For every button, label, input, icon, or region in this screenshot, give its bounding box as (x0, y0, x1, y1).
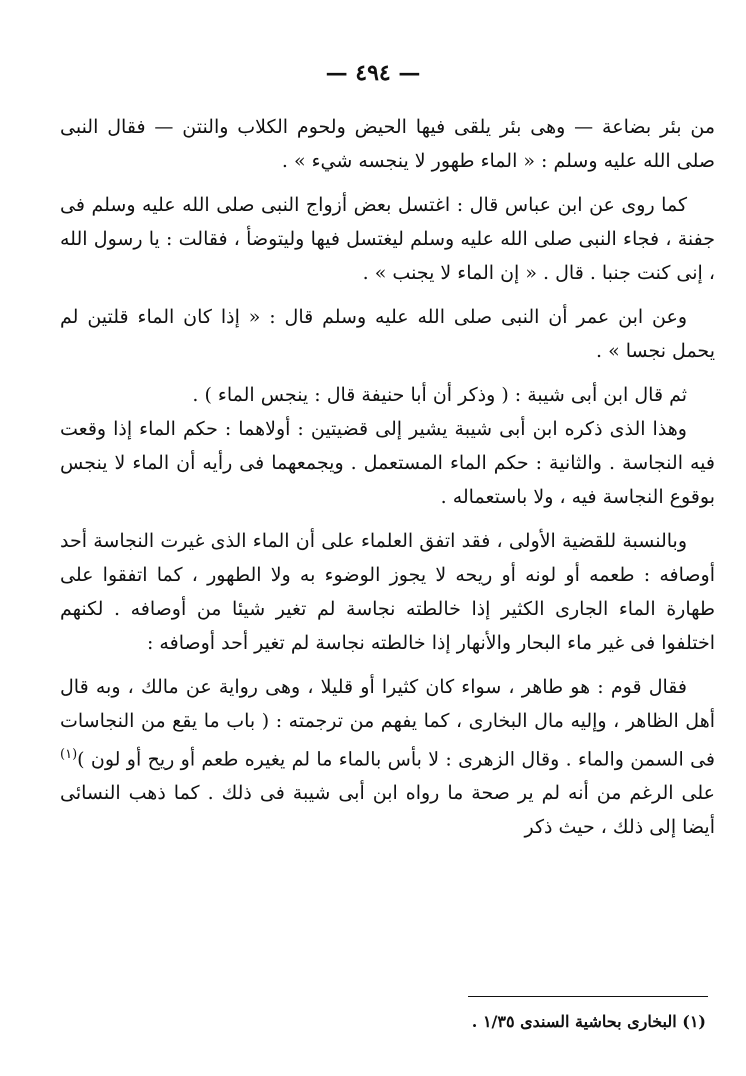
body-text (60, 110, 715, 844)
paragraph-ibn-abbas: كما روى عن ابن عباس قال : اغتسل بعض أزواج النبى صلى الله عليه وسلم فى جفنة ، فجاء النبى صلى الله عليه وسلم ليغتسل فيها وليتوضأ ، فقالت : يا رسول الله ، إنى كنت جنبا . قال . « إن الماء لا يجنب » . (60, 194, 715, 284)
footnote: (١) البخارى بحاشية السندى ١/٣٥ . (471, 1012, 706, 1031)
page-number: — ٤٩٤ — (325, 60, 421, 86)
footnote-divider (468, 996, 708, 997)
footnote-reference-mark: (١) (60, 747, 78, 762)
paragraph-opinions-continuation: على الرغم من أنه لم ير صحة ما رواه ابن أبى شيبة فى ذلك . كما ذهب النسائى أيضا إلى ذلك ، حيث ذكر (60, 782, 715, 839)
paragraph-abu-hanifa: ثم قال ابن أبى شيبة : ( وذكر أن أبا حنيفة قال : ينجس الماء ) . (192, 384, 687, 406)
paragraph-opinions (60, 670, 715, 844)
paragraph-two-issues: وهذا الذى ذكره ابن أبى شيبة يشير إلى قضيتين : أولاهما : حكم الماء إذا وقعت فيه النجاسة . والثانية : حكم الماء المستعمل . ويجمعهما فى رأيه أن الماء لا ينجس بوقوع النجاسة فيه ، ولا باستعماله . (60, 418, 715, 508)
paragraph-ibn-umar: وعن ابن عمر أن النبى صلى الله عليه وسلم قال : « إذا كان الماء قلتين لم يحمل نجسا » . (60, 306, 715, 362)
paragraph-opinions-text: فقال قوم : هو طاهر ، سواء كان كثيرا أو قليلا ، وهى رواية عن مالك ، وبه قال أهل الظاهر ، وإليه مال البخارى ، كما يفهم من ترجمته : ( باب ما يقع من النجاسات فى السمن والماء . وقال الزهرى : لا بأس بالماء ما لم يغيره طعم أو ريح أو لون ) (60, 676, 715, 771)
paragraph-bir-budaa: من بئر بضاعة — وهى بئر يلقى فيها الحيض ولحوم الكلاب والنتن — فقال النبى صلى الله عليه وسلم : « الماء طهور لا ينجسه شيء » . (60, 116, 715, 172)
paragraph-first-issue: وبالنسبة للقضية الأولى ، فقد اتفق العلماء على أن الماء الذى غيرت النجاسة أحد أوصافه : طعمه أو لونه أو ريحه لا يجوز الوضوء به ولا الطهور ، كما اتفقوا على طهارة الماء الجارى الكثير إذا خالطته نجاسة لم تغير شيئا من أوصافه . لكنهم اختلفوا فى غير ماء البحار والأنهار إذا خالطته نجاسة لم تغير أحد أوصافه : (60, 530, 715, 654)
